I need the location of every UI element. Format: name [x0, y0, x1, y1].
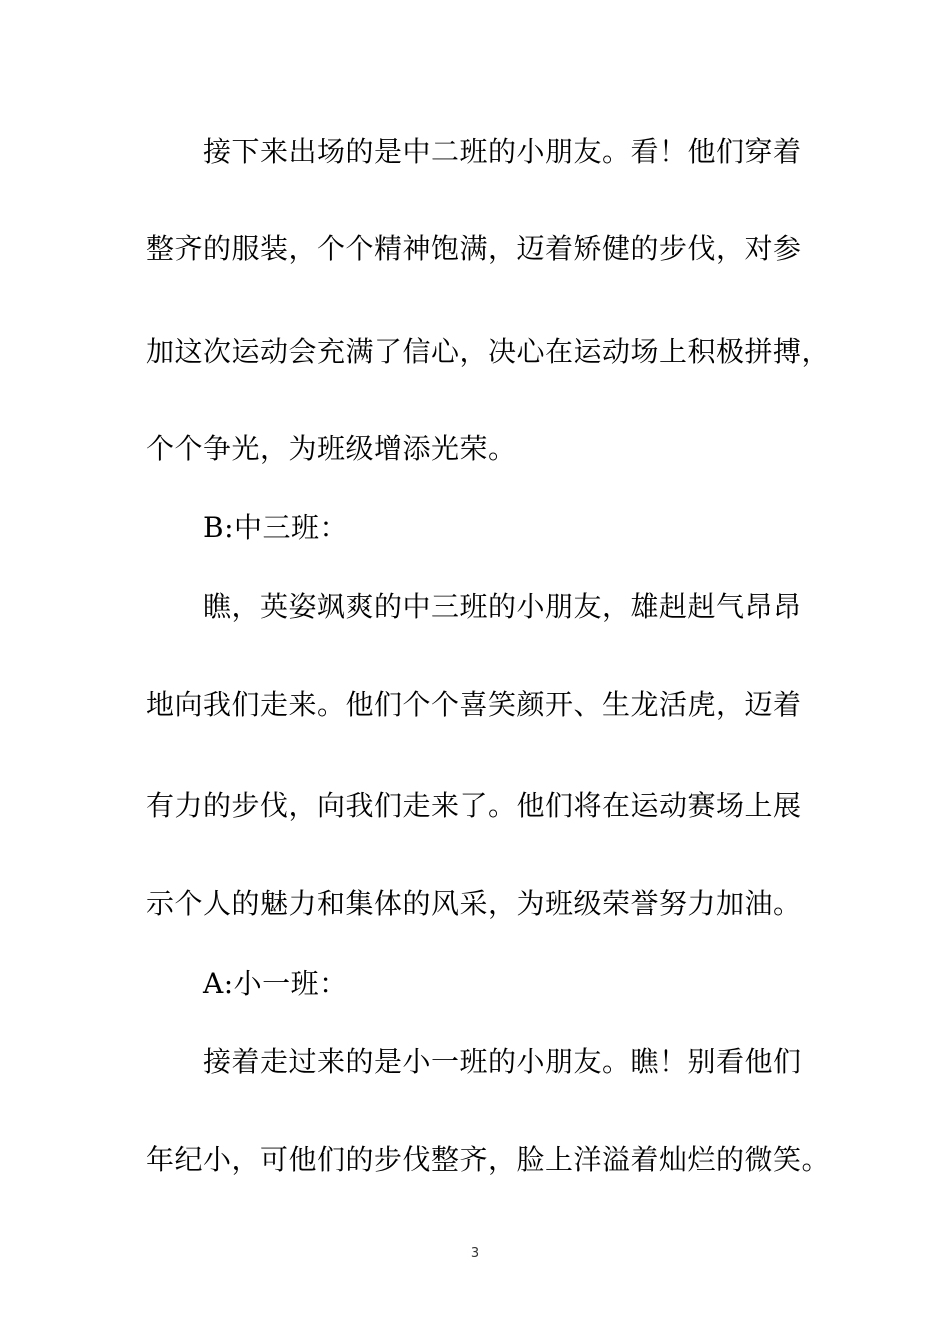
- paragraph-line: 示个人的魅力和集体的风采，为班级荣誉努力加油。: [146, 887, 802, 920]
- paragraph-line: 整齐的服装，个个精神饱满，迈着矫健的步伐，对参: [146, 232, 802, 265]
- paragraph-line: 地向我们走来。他们个个喜笑颜开、生龙活虎，迈着: [146, 688, 802, 721]
- paragraph-line: 加这次运动会充满了信心，决心在运动场上积极拼搏，: [146, 335, 831, 368]
- paragraph-line: 个个争光，为班级增添光荣。: [146, 432, 517, 465]
- paragraph-line: 年纪小，可他们的步伐整齐，脸上洋溢着灿烂的微笑。: [146, 1143, 831, 1176]
- paragraph-line: 接下来出场的是中二班的小朋友。看！他们穿着: [203, 135, 802, 168]
- page-number: 3: [470, 1246, 480, 1261]
- paragraph-line: 接着走过来的是小一班的小朋友。瞧！别看他们: [203, 1045, 802, 1078]
- paragraph-line: 瞧，英姿飒爽的中三班的小朋友，雄赳赳气昂昂: [203, 590, 802, 623]
- section-label-b: B:中三班：: [203, 511, 349, 544]
- paragraph-line: 有力的步伐，向我们走来了。他们将在运动赛场上展: [146, 789, 802, 822]
- section-label-a: A:小一班：: [203, 967, 348, 1000]
